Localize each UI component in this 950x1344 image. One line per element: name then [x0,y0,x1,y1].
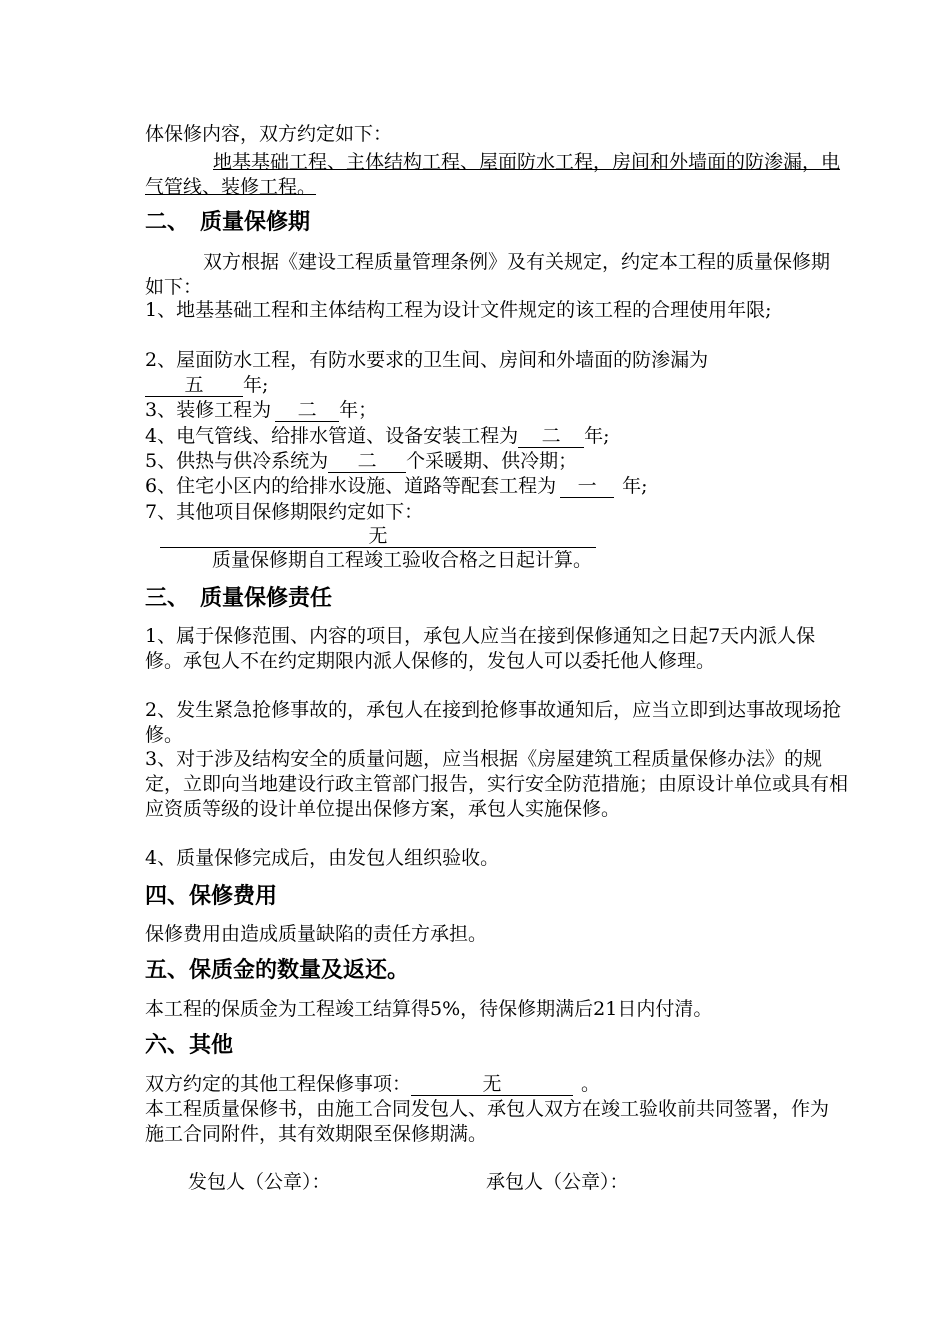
section-4-title: 四、保修费用 [145,884,278,909]
duty-item-2: 2、发生紧急抢修事故的，承包人在接到抢修事故通知后，应当立即到达事故现场抢修。 [145,699,842,746]
item-2-text: 2、屋面防水工程，有防水要求的卫生间、房间和外墙面的防渗漏为 [145,349,709,371]
item-3-unit: 年； [339,399,378,421]
item-6-text: 6、住宅小区内的给排水设施、道路等配套工程为 [145,475,557,497]
warranty-item-4 [145,424,845,449]
employer-seal-label: 发包人（公章）： [188,1171,331,1193]
item-5-unit: 个采暖期、供冷期； [406,450,578,472]
duty-item-4: 4、质量保修完成后，由发包人组织验收。 [145,847,500,869]
item-4-value: 二 [518,425,584,448]
item-6-value: 一 [560,475,614,498]
section-3-title: 三、 质量保修责任 [145,586,333,611]
item-5-value: 二 [328,450,406,473]
warranty-item-3 [145,398,845,423]
warranty-item-7: 7、其他项目保修期限约定如下： [145,501,424,523]
section-2-title: 二、 质量保修期 [145,210,311,235]
item-2-unit: 年; [243,374,269,396]
other-matters-value: 无 [411,1073,573,1096]
section-6-title: 六、其他 [145,1033,234,1058]
warranty-item-6 [145,474,845,499]
section-5-para: 本工程的保质金为工程竣工结算得5%，待保修期满后21日内付清。 [145,998,713,1020]
other-matters [145,1072,845,1097]
section-4-para: 保修费用由造成质量缺陷的责任方承担。 [145,923,488,945]
validity-para: 本工程质量保修书，由施工合同发包人、承包人双方在竣工验收前共同签署，作为施工合同附件，其有效期限至保修期满。 [145,1098,830,1145]
item-4-unit: 年; [584,425,610,447]
item-3-value: 二 [275,399,339,422]
item-2-value: 五 [145,374,243,397]
warranty-item-2 [145,348,845,398]
item-6-unit: 年; [622,475,648,497]
duty-item-3: 3、对于涉及结构安全的质量问题，应当根据《房屋建筑工程质量保修办法》的规定，立即向当地建设行政主管部门报告，实行安全防范措施；由原设计单位或具有相应资质等级的设计单位提出保修方案，承包人实施保修。 [145,748,849,820]
item-3-text: 3、装修工程为 [145,399,272,421]
intro-line: 体保修内容，双方约定如下： [145,123,393,145]
warranty-start-note: 质量保修期自工程竣工验收合格之日起计算。 [212,549,593,571]
contractor-seal-label: 承包人（公章）： [486,1171,629,1193]
other-matters-text: 双方约定的其他工程保修事项： [145,1073,412,1095]
warranty-item-5 [145,449,845,474]
other-matters-end: 。 [581,1073,601,1095]
section-2-para: 双方根据《建设工程质量管理条例》及有关规定，约定本工程的质量保修期如下： [145,251,831,298]
item-4-text: 4、电气管线、给排水管道、设备安装工程为 [145,425,519,447]
section-5-title: 五、保质金的数量及返还。 [145,958,410,983]
item-5-text: 5、供热与供冷系统为 [145,450,329,472]
warranty-item-1: 1、地基基础工程和主体结构工程为设计文件规定的该工程的合理使用年限; [145,299,772,321]
warranty-item-7-fill [160,524,600,549]
scope-text: 地基基础工程、主体结构工程、屋面防水工程，房间和外墙面的防渗漏，电气管线、装修工程。 [145,151,841,198]
item-7-value: 无 [160,525,596,548]
duty-item-1: 1、属于保修范围、内容的项目，承包人应当在接到保修通知之日起7天内派人保修。承包人不在约定期限内派人保修的，发包人可以委托他人修理。 [145,625,816,672]
